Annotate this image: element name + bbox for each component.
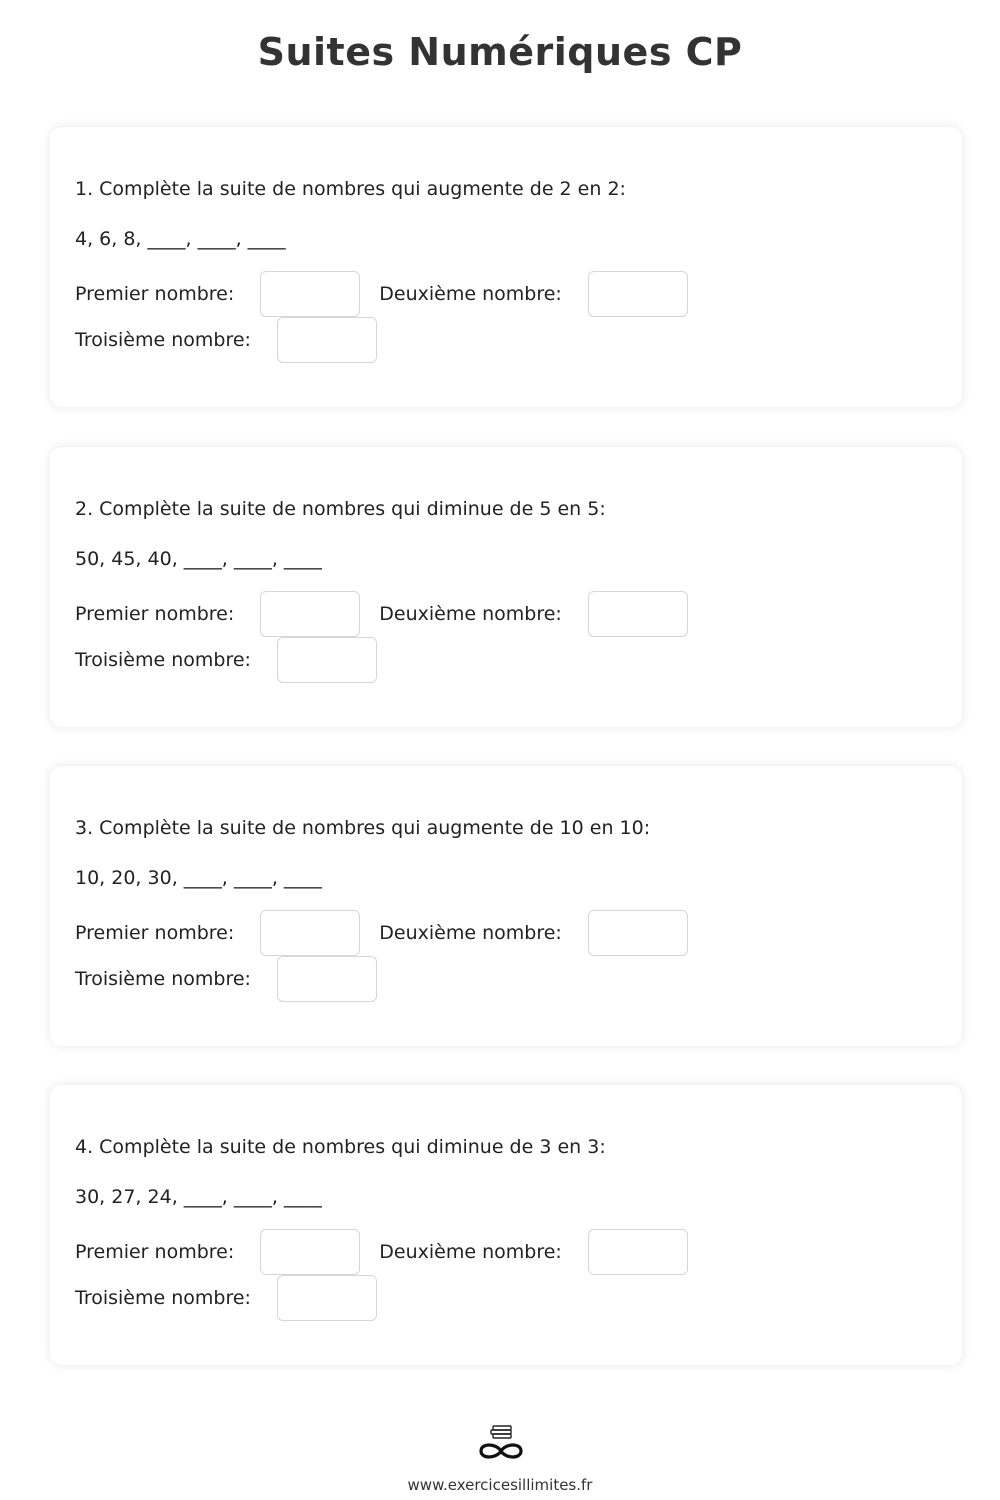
exercise-card-4 — [50, 1085, 962, 1365]
first-number-input[interactable] — [260, 1229, 360, 1275]
exercise-card-2 — [50, 447, 962, 727]
exercise-question: 4. Complète la suite de nombres qui diminue de 3 en 3: — [75, 1136, 606, 1158]
first-number-label: Premier nombre: — [75, 922, 235, 944]
infinity-books-logo-icon — [476, 1422, 526, 1464]
exercise-sequence: 50, 45, 40, ____, ____, ____ — [75, 548, 322, 570]
answer-row — [75, 910, 905, 1002]
second-number-label: Deuxième nombre: — [379, 603, 562, 625]
page-title: Suites Numériques CP — [257, 30, 743, 74]
footer-website-url: www.exercicesillimites.fr — [407, 1476, 593, 1494]
exercise-card-3 — [50, 766, 962, 1046]
first-number-label: Premier nombre: — [75, 603, 235, 625]
answer-row — [75, 591, 905, 683]
first-number-input[interactable] — [260, 591, 360, 637]
first-number-input[interactable] — [260, 271, 360, 317]
third-number-label: Troisième nombre: — [75, 649, 251, 671]
answer-row — [75, 271, 905, 363]
answer-row — [75, 1229, 905, 1321]
exercise-question: 2. Complète la suite de nombres qui diminue de 5 en 5: — [75, 498, 606, 520]
exercise-card-1 — [50, 127, 962, 407]
second-number-label: Deuxième nombre: — [379, 922, 562, 944]
second-number-input[interactable] — [588, 910, 688, 956]
third-number-input[interactable] — [277, 1275, 377, 1321]
third-number-label: Troisième nombre: — [75, 968, 251, 990]
first-number-input[interactable] — [260, 910, 360, 956]
exercise-sequence: 4, 6, 8, ____, ____, ____ — [75, 228, 286, 250]
second-number-input[interactable] — [588, 1229, 688, 1275]
first-number-label: Premier nombre: — [75, 1241, 235, 1263]
second-number-label: Deuxième nombre: — [379, 283, 562, 305]
third-number-input[interactable] — [277, 956, 377, 1002]
second-number-label: Deuxième nombre: — [379, 1241, 562, 1263]
third-number-input[interactable] — [277, 637, 377, 683]
second-number-input[interactable] — [588, 271, 688, 317]
third-number-label: Troisième nombre: — [75, 329, 251, 351]
exercise-question: 1. Complète la suite de nombres qui augmente de 2 en 2: — [75, 178, 626, 200]
exercise-question: 3. Complète la suite de nombres qui augmente de 10 en 10: — [75, 817, 651, 839]
third-number-input[interactable] — [277, 317, 377, 363]
first-number-label: Premier nombre: — [75, 283, 235, 305]
third-number-label: Troisième nombre: — [75, 1287, 251, 1309]
exercise-sequence: 10, 20, 30, ____, ____, ____ — [75, 867, 322, 889]
exercise-sequence: 30, 27, 24, ____, ____, ____ — [75, 1186, 322, 1208]
second-number-input[interactable] — [588, 591, 688, 637]
